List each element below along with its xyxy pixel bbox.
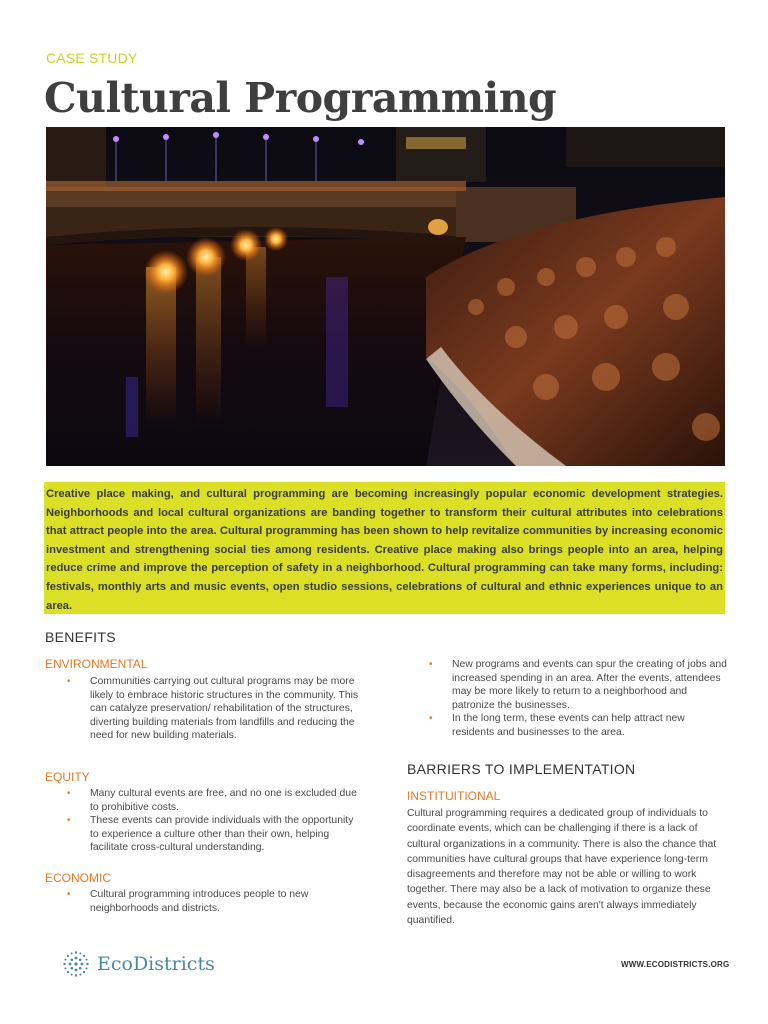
website-url[interactable]: WWW.ECODISTRICTS.ORG [621,960,730,969]
list-item: • New programs and events can spur the creating of jobs and increased spending in an area. After the events, attendees may be more likely to return to a neighborhood and patronize the businesses. [407,658,727,712]
list-item: • Communities carrying out cultural programs may be more likely to embrace historic structures in the community. This can catalyze preservation/ rehabilitation of the structures, diverting building materials from landfills and reducing the need for new building materials. [45,675,365,743]
eyebrow-label: CASE STUDY [46,50,138,66]
economic-list-continued [407,658,727,739]
economic-list [45,888,345,915]
ecodistricts-logo [62,950,215,978]
institutional-heading: INSTITUITIONAL [407,789,501,803]
ecodistricts-logo-icon [62,950,90,978]
institutional-paragraph: Cultural programming requires a dedicated group of individuals to coordinate events, which can be challenging if there is a lack of cultural organizations in a community. There is also the chance that communities have cultural groups that have experience long-term disagreements and therefore may not be able or willing to work together. There may also be a lack of motivation to organize these events, because the economic gains aren't always immediately quantified. [407,808,717,927]
list-item: • Cultural programming introduces people to new neighborhoods and districts. [45,888,345,915]
intro-paragraph: Creative place making, and cultural programming are becoming increasingly popular economic development strategies. Neighborhoods and local cultural organizations are banding together to transform their cultural attributes into celebrations that attract people into the area. Cultural programming has been shown to help revitalize communities by increasing economic investment and strengthening social ties among residents. Creative place making also brings people into an area, helping reduce crime and improve the perception of safety in a neighborhood. Cultural programming can take many forms, including: festivals, monthly arts and music events, open studio sessions, celebrations of cultural and ethnic experiences unique to an area. [44,482,725,614]
benefits-heading: BENEFITS [45,629,116,645]
page-title: Cultural Programming [44,74,557,122]
economic-heading: ECONOMIC [45,871,111,885]
list-item: • These events can provide individuals with the opportunity to experience a culture other than their own, helping facilitate cross-cultural understanding. [45,814,363,855]
environmental-list [45,675,365,743]
hero-photo [46,127,725,466]
environmental-heading: ENVIRONMENTAL [45,657,148,671]
logo-text: EcoDistricts [97,953,215,975]
equity-list [45,787,363,855]
list-item: • Many cultural events are free, and no one is excluded due to prohibitive costs. [45,787,363,814]
barriers-heading: BARRIERS TO IMPLEMENTATION [407,761,636,777]
equity-heading: EQUITY [45,770,90,784]
list-item: • In the long term, these events can help attract new residents and businesses to the area. [407,712,727,739]
